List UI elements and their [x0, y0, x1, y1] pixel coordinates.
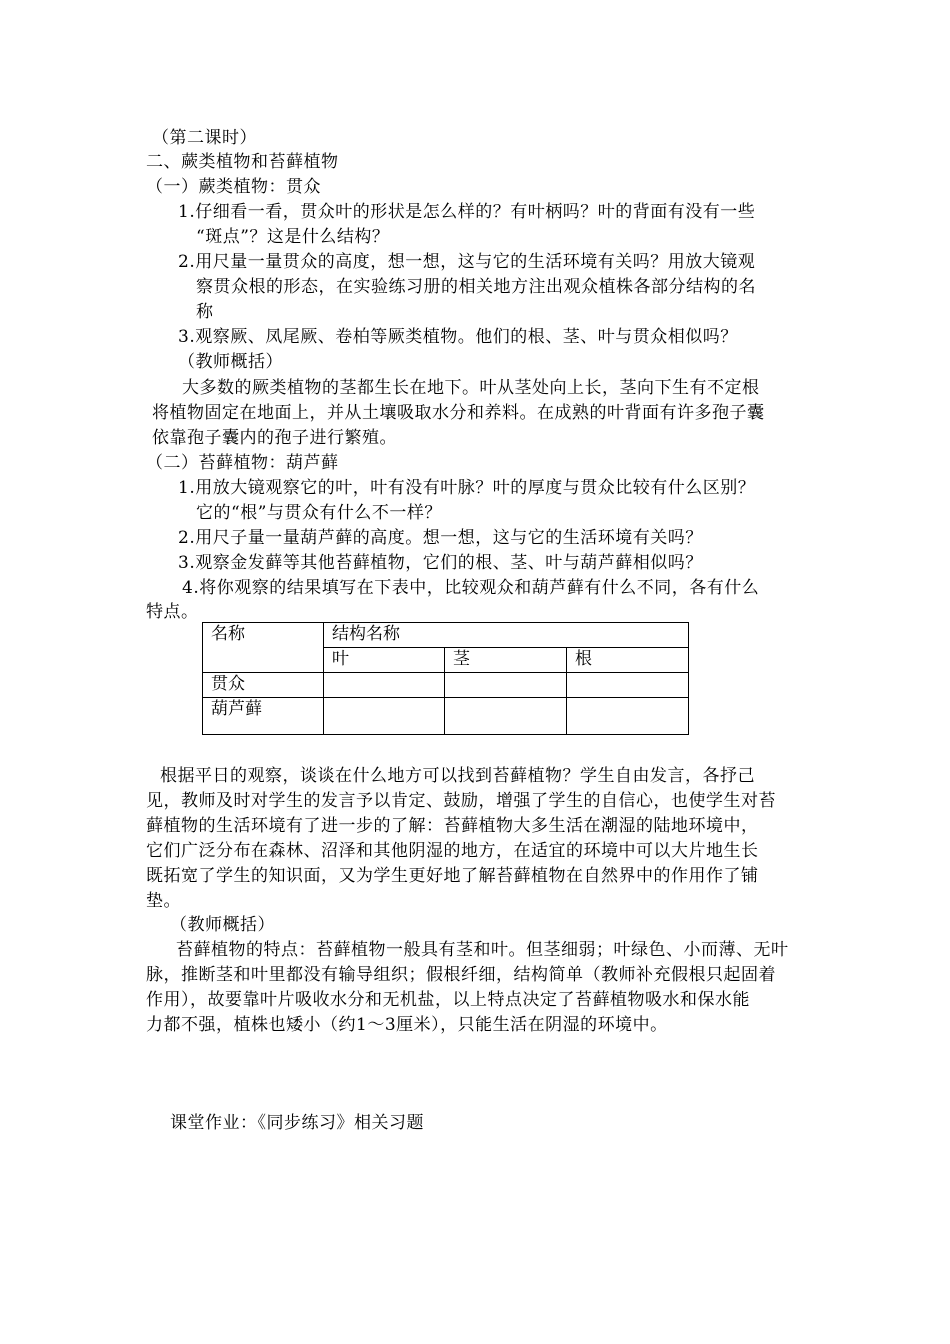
table-cell: [445, 698, 567, 735]
discussion-line-4: 它们广泛分布在森林、沼泽和其他阴湿的地方，在适宜的环境中可以大片地生长: [146, 841, 759, 861]
discussion-line-2: 见，教师及时对学生的发言予以肯定、鼓励，增强了学生的自信心，也使学生对苔: [146, 791, 776, 811]
table-cell: [567, 698, 689, 735]
fern-question-2-line-1: 2.用尺量一量贯众的高度，想一想，这与它的生活环境有关吗？用放大镜观: [178, 252, 756, 272]
fern-question-1-line-1: 1.仔细看一看，贯众叶的形状是怎么样的？有叶柄吗？叶的背面有没有一些: [178, 202, 756, 222]
table-row: [203, 698, 689, 735]
moss-question-3: 3.观察金发藓等其他苔藓植物，它们的根、茎、叶与葫芦藓相似吗？: [178, 553, 703, 573]
fern-question-1-line-2: “斑点”？这是什么结构？: [196, 227, 390, 247]
fern-question-2-line-2: 察贯众根的形态，在实验练习册的相关地方注出观众植株各部分结构的名: [196, 277, 756, 297]
moss-question-4-line-1: 4.将你观察的结果填写在下表中，比较观众和葫芦藓有什么不同，各有什么: [182, 578, 760, 598]
comparison-table: [202, 622, 689, 735]
fern-summary-line-2: 将植物固定在地面上，并从土壤吸取水分和养料。在成熟的叶背面有许多孢子囊: [152, 403, 765, 423]
moss-question-2: 2.用尺子量一量葫芦藓的高度。想一想，这与它的生活环境有关吗？: [178, 528, 703, 548]
fern-heading: （一）蕨类植物：贯众: [146, 177, 321, 197]
discussion-line-5: 既拓宽了学生的知识面，又为学生更好地了解苔藓植物在自然界中的作用作了铺: [146, 866, 759, 886]
moss-summary-line-4: 力都不强，植株也矮小（约1～3厘米），只能生活在阴湿的环境中。: [146, 1015, 668, 1035]
table-cell: [567, 673, 689, 698]
section-title: 二、蕨类植物和苔藓植物: [146, 152, 339, 172]
row-name-hululu: 葫芦藓: [203, 698, 324, 735]
fern-question-3: 3.观察厥、凤尾厥、卷柏等厥类植物。他们的根、茎、叶与贯众相似吗？: [178, 327, 738, 347]
discussion-line-1: 根据平日的观察，谈谈在什么地方可以找到苔藓植物？学生自由发言，各抒己: [160, 766, 755, 786]
header-root: 根: [567, 648, 689, 673]
moss-question-1-line-2: 它的“根”与贯众有什么不一样？: [196, 503, 442, 523]
table-cell: [445, 673, 567, 698]
table-cell: [324, 698, 445, 735]
table-cell: [324, 673, 445, 698]
fern-summary-line-1: 大多数的厥类植物的茎都生长在地下。叶从茎处向上长，茎向下生有不定根: [182, 378, 760, 398]
table-row: [203, 673, 689, 698]
moss-heading: （二）苔藓植物：葫芦藓: [146, 453, 339, 473]
moss-question-1-line-1: 1.用放大镜观察它的叶，叶有没有叶脉？叶的厚度与贯众比较有什么区别？: [178, 478, 756, 498]
discussion-line-6: 垫。: [146, 891, 181, 911]
moss-summary-line-2: 脉，推断茎和叶里都没有输导组织；假根纤细，结构简单（教师补充假根只起固着: [146, 965, 776, 985]
header-leaf: 叶: [324, 648, 445, 673]
header-stem: 茎: [445, 648, 567, 673]
session-label: （第二课时）: [152, 128, 257, 148]
header-structure: 结构名称: [324, 623, 689, 648]
fern-summary-label: （教师概括）: [178, 352, 283, 372]
header-name: 名称: [203, 623, 324, 673]
fern-question-2-line-3: 称: [196, 302, 214, 322]
table-row: [203, 623, 689, 648]
fern-summary-line-3: 依靠孢子囊内的孢子进行繁殖。: [152, 428, 397, 448]
moss-summary-line-3: 作用），故要靠叶片吸收水分和无机盐，以上特点决定了苔藓植物吸水和保水能: [146, 990, 750, 1010]
moss-question-4-line-2: 特点。: [146, 602, 199, 622]
discussion-line-3: 藓植物的生活环境有了进一步的了解：苔藓植物大多生活在潮湿的陆地环境中，: [146, 816, 759, 836]
row-name-guanzhong: 贯众: [203, 673, 324, 698]
homework-line: 课堂作业：《同步练习》相关习题: [170, 1113, 424, 1133]
moss-summary-label: （教师概括）: [170, 915, 275, 935]
moss-summary-line-1: 苔藓植物的特点：苔藓植物一般具有茎和叶。但茎细弱；叶绿色、小而薄、无叶: [176, 940, 789, 960]
